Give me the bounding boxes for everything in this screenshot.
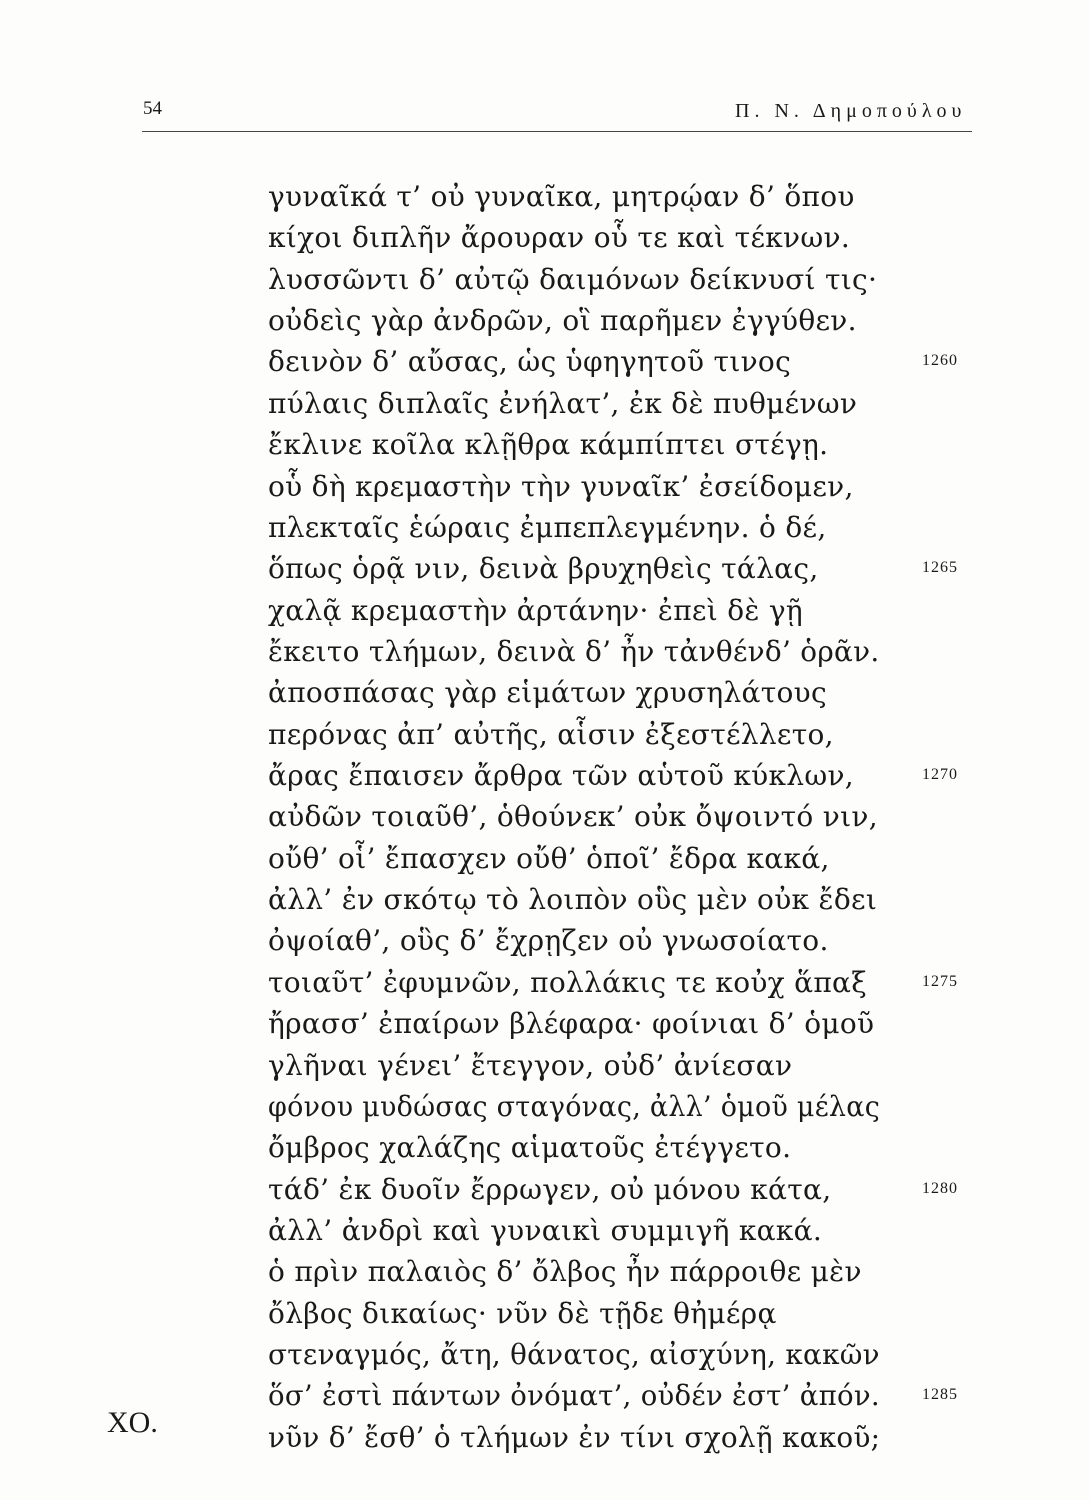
- speaker-label: ΧΟ.: [107, 1406, 158, 1439]
- verse-text: ἀλλ’ ἀνδρὶ καὶ γυναικὶ συμμιγῆ κακά.: [268, 1213, 823, 1247]
- verse-line: [0, 1210, 1090, 1251]
- verse-line: [0, 466, 1090, 507]
- verse-line: [0, 383, 1090, 424]
- verse-line: [0, 920, 1090, 961]
- verse-line: [0, 217, 1090, 258]
- verse-line: [0, 590, 1090, 631]
- verse-line: [0, 631, 1090, 672]
- verse-line: [0, 1045, 1090, 1086]
- verse-text: τάδ’ ἐκ δυοῖν ἔρρωγεν, οὐ μόνου κάτα,: [268, 1172, 832, 1206]
- verse-line: [0, 1169, 1090, 1210]
- verse-line: [0, 1086, 1090, 1127]
- verse-text: χαλᾷ κρεμαστὴν ἀρτάνην· ἐπεὶ δὲ γῇ: [268, 593, 803, 627]
- verse-text: οὗ δὴ κρεμαστὴν τὴν γυναῖκ’ ἐσείδομεν,: [268, 469, 854, 503]
- verse-line: [0, 424, 1090, 465]
- verse-text: ἄρας ἔπαισεν ἄρθρα τῶν αὑτοῦ κύκλων,: [268, 759, 854, 793]
- verse-line: [0, 714, 1090, 755]
- verse-line: [0, 1334, 1090, 1375]
- verse-line: [0, 879, 1090, 920]
- verse-text: ἔκειτο τλήμων, δεινὰ δ’ ἦν τἀνθένδ’ ὁρᾶν.: [268, 634, 880, 668]
- line-number: 1260: [922, 352, 958, 370]
- verse-line: [0, 341, 1090, 382]
- verse-line: [0, 796, 1090, 837]
- verse-text: στεναγμός, ἄτη, θάνατος, αἰσχύνη, κακῶν: [268, 1338, 880, 1372]
- verse-text: νῦν δ’ ἔσθ’ ὁ τλήμων ἐν τίνι σχολῇ κακοῦ;: [268, 1420, 881, 1454]
- verse-text: κίχοι διπλῆν ἄρουραν οὗ τε καὶ τέκνων.: [268, 221, 851, 255]
- line-number: 1265: [922, 559, 958, 577]
- verse-text: ἤρασσ’ ἐπαίρων βλέφαρα· φοίνιαι δ’ ὁμοῦ: [268, 1007, 875, 1041]
- running-head: Π. Ν. Δημοπούλου: [735, 100, 967, 122]
- verse-text: αὐδῶν τοιαῦθ’, ὁθούνεκ’ οὐκ ὄψοιντό νιν,: [268, 800, 878, 834]
- verse-line: [0, 1417, 1090, 1458]
- verse-text: φόνου μυδώσας σταγόνας, ἀλλ’ ὁμοῦ μέλας: [268, 1089, 881, 1123]
- verse-text: γυναῖκά τ’ οὐ γυναῖκα, μητρῴαν δ’ ὅπου: [268, 180, 855, 213]
- verse-text: ἀποσπάσας γὰρ εἱμάτων χρυσηλάτους: [268, 676, 827, 710]
- header-rule: [142, 131, 972, 132]
- verse-text: ὄλβος δικαίως· νῦν δὲ τῇδε θἠμέρᾳ: [268, 1296, 777, 1330]
- line-number: 1270: [922, 766, 958, 784]
- line-number: 1285: [922, 1386, 958, 1404]
- verse-text: γλῆναι γένει’ ἔτεγγον, οὐδ’ ἀνίεσαν: [268, 1048, 793, 1082]
- verse-line: [0, 755, 1090, 796]
- verse-text: ὅσ’ ἐστὶ πάντων ὀνόματ’, οὐδέν ἐστ’ ἀπόν.: [268, 1379, 880, 1413]
- line-number: 1280: [922, 1179, 958, 1197]
- verse-line: [0, 1127, 1090, 1168]
- verse-line: [0, 672, 1090, 713]
- verse-line: [0, 548, 1090, 589]
- verse-text: περόνας ἀπ’ αὐτῆς, αἷσιν ἐξεστέλλετο,: [268, 717, 834, 751]
- verse-line: [0, 1375, 1090, 1416]
- verse-text: λυσσῶντι δ’ αὐτῷ δαιμόνων δείκνυσί τις·: [268, 262, 878, 296]
- verse-text: ὄμβρος χαλάζης αἱματοῦς ἐτέγγετο.: [268, 1131, 792, 1165]
- verse-text: τοιαῦτ’ ἐφυμνῶν, πολλάκις τε κοὐχ ἅπαξ: [268, 965, 867, 999]
- verse-text: ἔκλινε κοῖλα κλῇθρα κάμπίπτει στέγῃ.: [268, 428, 829, 462]
- verse-text: οὔθ’ οἷ’ ἔπασχεν οὔθ’ ὁποῖ’ ἔδρα κακά,: [268, 841, 830, 875]
- verse-line: [0, 962, 1090, 1003]
- verse-text: ὀψοίαθ’, οὓς δ’ ἔχρῃζεν οὐ γνωσοίατο.: [268, 924, 829, 958]
- verse-line: [0, 300, 1090, 341]
- verse-line: [0, 259, 1090, 300]
- verse-line: [0, 1293, 1090, 1334]
- verse-text: πλεκταῖς ἑώραις ἐμπεπλεγμένην. ὁ δέ,: [268, 510, 827, 544]
- verse-block: [0, 176, 1090, 1458]
- verse-line: [0, 1251, 1090, 1292]
- verse-line: [0, 507, 1090, 548]
- page-number: 54: [143, 98, 162, 119]
- verse-text: οὐδεὶς γὰρ ἀνδρῶν, οἳ παρῆμεν ἐγγύθεν.: [268, 304, 857, 338]
- verse-text: ὁ πρὶν παλαιὸς δ’ ὄλβος ἦν πάρροιθε μὲν: [268, 1255, 862, 1289]
- verse-line: [0, 176, 1090, 217]
- verse-line: [0, 838, 1090, 879]
- line-number: 1275: [922, 972, 958, 990]
- verse-text: δεινὸν δ’ αὔσας, ὡς ὑφηγητοῦ τινος: [268, 345, 792, 379]
- verse-text: ἀλλ’ ἐν σκότῳ τὸ λοιπὸν οὓς μὲν οὐκ ἔδει: [268, 883, 878, 917]
- verse-text: πύλαις διπλαῖς ἐνήλατ’, ἐκ δὲ πυθμένων: [268, 386, 858, 420]
- verse-line: [0, 1003, 1090, 1044]
- verse-text: ὅπως ὁρᾷ νιν, δεινὰ βρυχηθεὶς τάλας,: [268, 552, 819, 586]
